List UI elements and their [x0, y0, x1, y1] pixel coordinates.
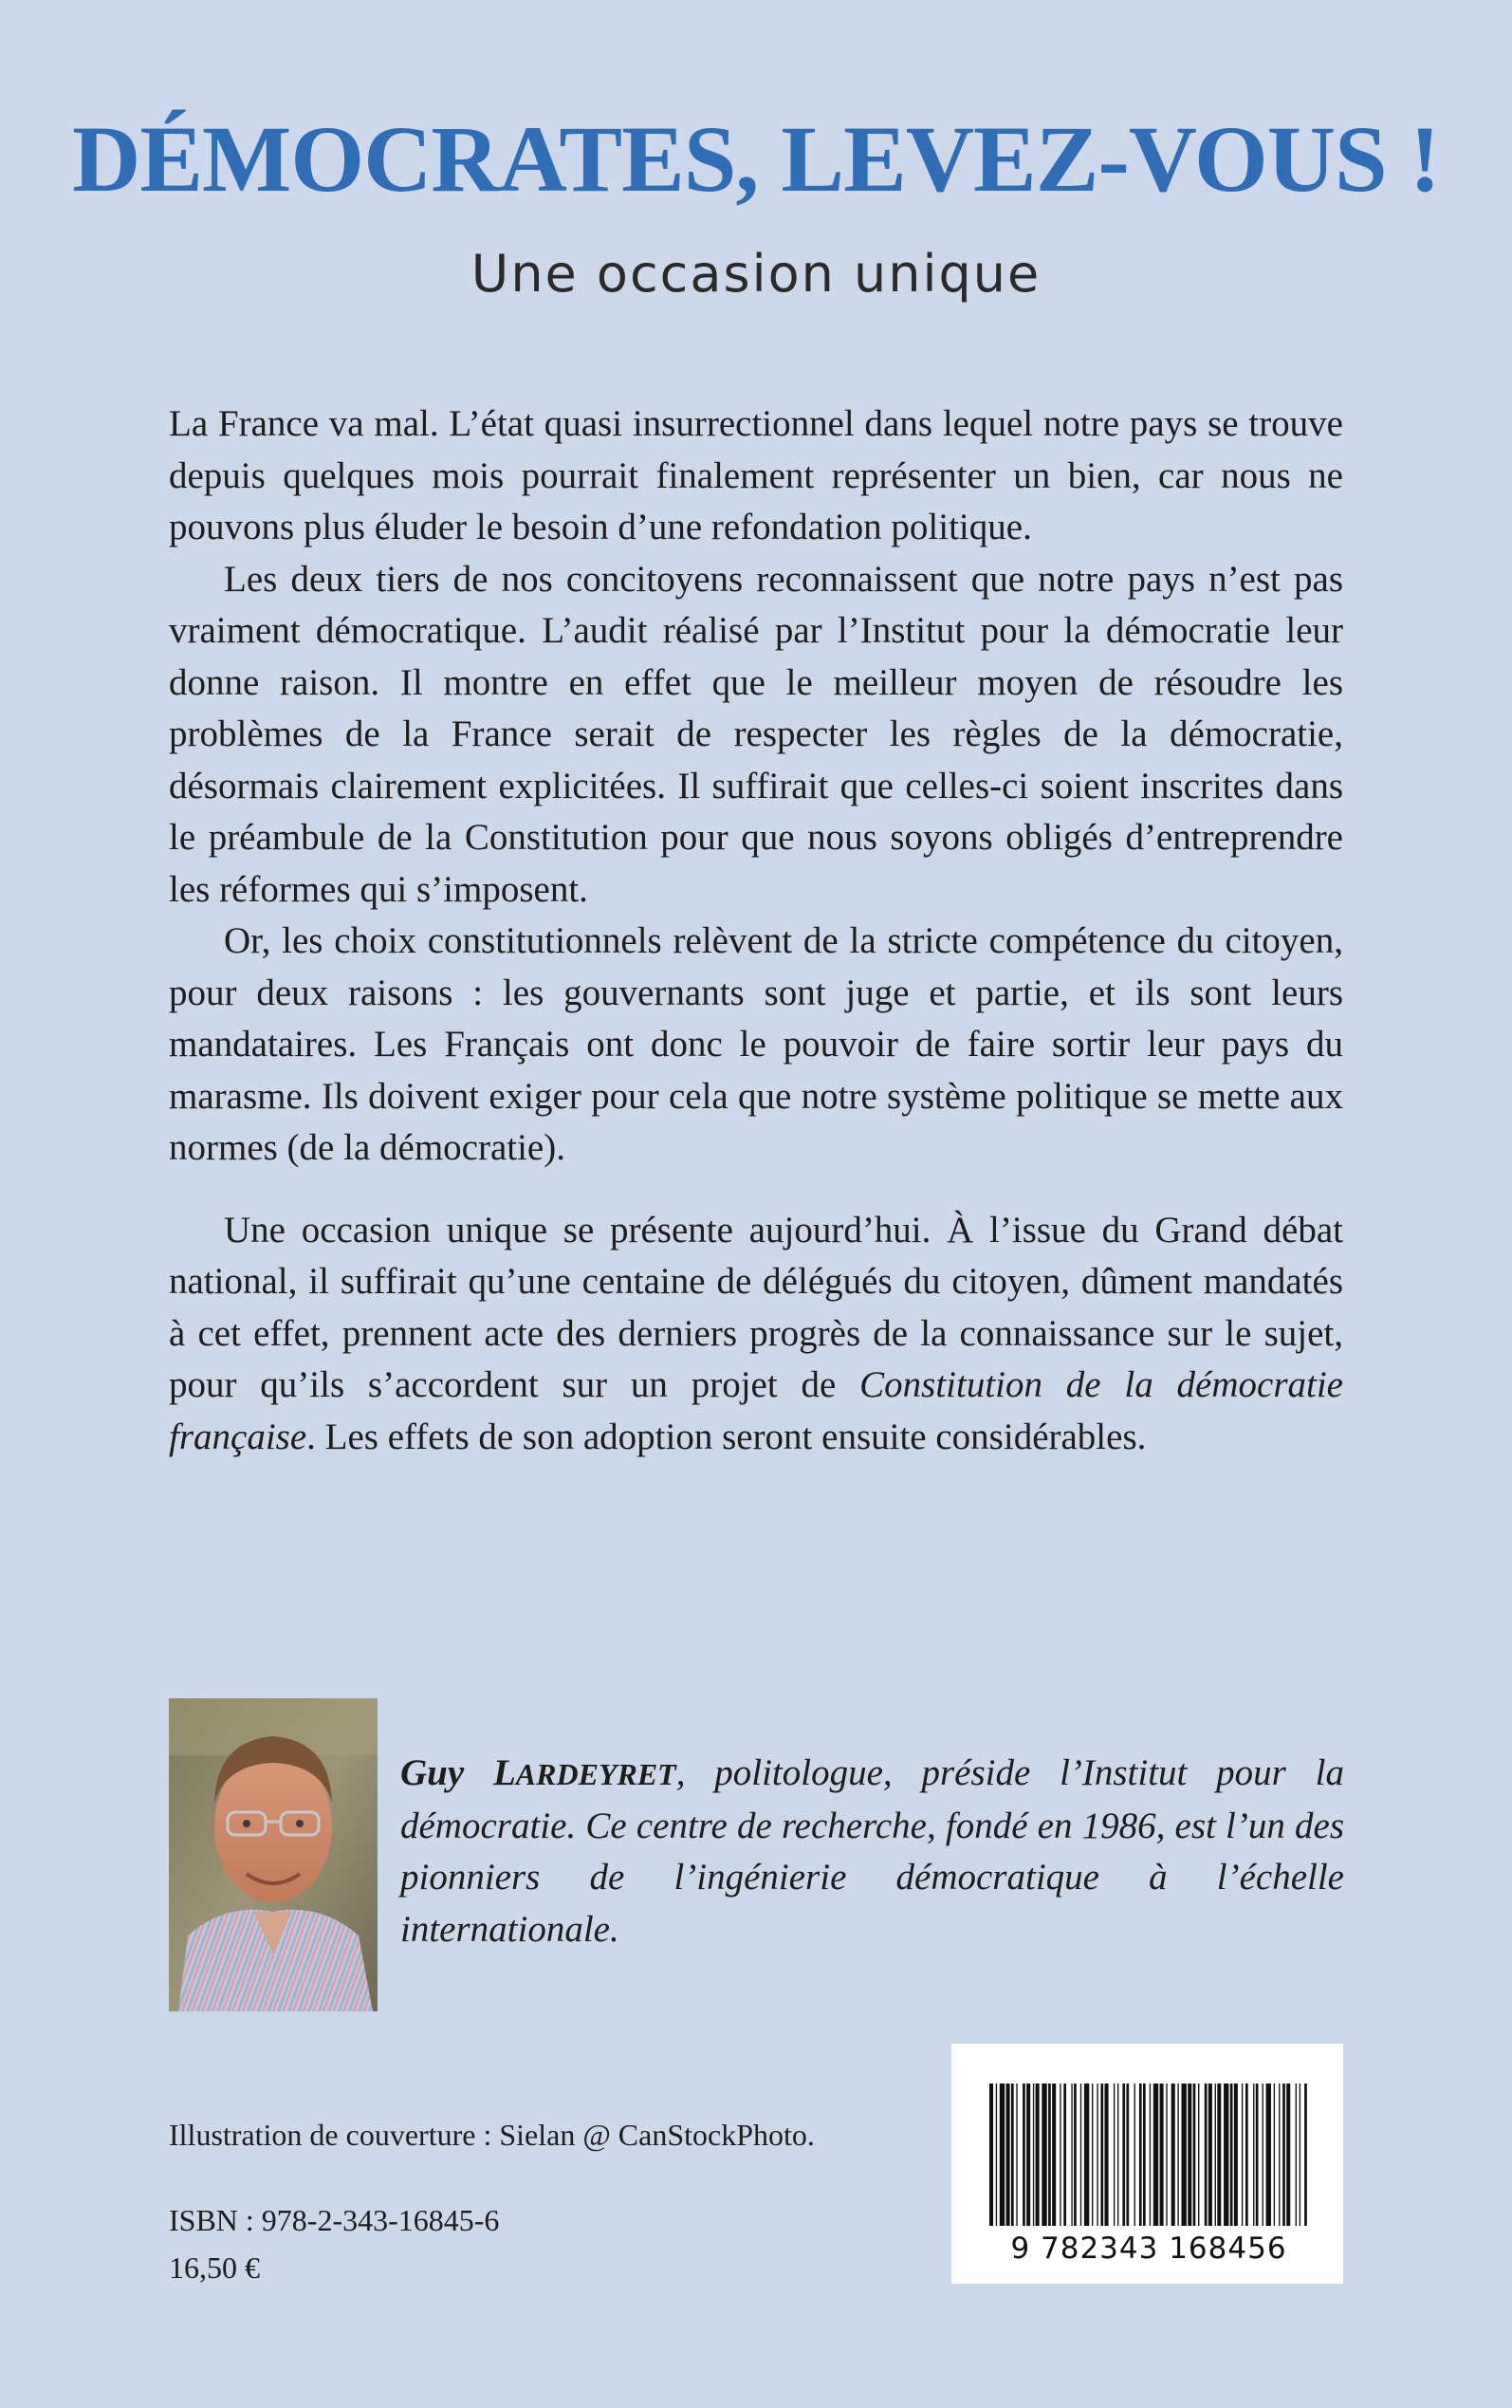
- price: 16,50 €: [169, 2251, 260, 2285]
- book-subtitle: Une occasion unique: [470, 244, 1042, 304]
- barcode-bar: [1166, 2084, 1167, 2226]
- author-first-name: Guy: [400, 1752, 493, 1793]
- barcode-bar: [1042, 2084, 1046, 2226]
- author-bio-text: , politologue, préside l’Institut pour la démocratie. Ce centre de recherche, fondé en 1986, est l’un des pionniers de l’ingénierie démocratique à l’échelle internationale.: [400, 1752, 1344, 1950]
- barcode-bar: [1139, 2084, 1142, 2226]
- barcode-bar: [1122, 2084, 1125, 2226]
- barcode-bar: [1063, 2084, 1066, 2226]
- barcode-bar: [1153, 2084, 1158, 2226]
- barcode-bar: [1114, 2084, 1115, 2226]
- barcode-bar: [1182, 2084, 1187, 2226]
- barcode-bar: [1208, 2084, 1212, 2226]
- author-photo: [169, 1698, 378, 2011]
- author-last-name: ARDEYRET: [515, 1757, 676, 1791]
- barcode-bar: [1171, 2084, 1175, 2226]
- barcode-bar: [1023, 2084, 1025, 2226]
- blurb: [169, 398, 1343, 1463]
- barcode-bar: [1256, 2084, 1259, 2226]
- author-bio: [400, 1748, 1344, 1955]
- constitution-title: Constitution de la démocratie française: [169, 1364, 1343, 1457]
- barcode-bar: [1134, 2084, 1135, 2226]
- barcode-bar: [1150, 2084, 1151, 2226]
- barcode-bar: [1084, 2084, 1089, 2226]
- barcode-bar: [1198, 2084, 1199, 2226]
- author-last-name-initial: L: [492, 1752, 516, 1793]
- barcode-bar: [1126, 2084, 1129, 2226]
- barcode-bar: [1215, 2084, 1216, 2226]
- barcode-bar: [1266, 2084, 1271, 2226]
- cover-credit: Illustration de couverture : Sielan @ CanStockPhoto.: [169, 2118, 815, 2152]
- barcode-bar: [1026, 2084, 1030, 2226]
- barcode-bar: [1006, 2084, 1010, 2226]
- barcode: [951, 2044, 1343, 2284]
- barcode-bar: [996, 2084, 997, 2226]
- blurb-paragraph-1: La France va mal. L’état quasi insurrectionnel dans lequel notre pays se trouve depuis quelques mois pourrait finalement représenter un bien, car nous ne pouvons plus éluder le besoin d’une refondation politique.: [169, 403, 1343, 547]
- blurb-paragraph-2: Les deux tiers de nos concitoyens reconnaissent que notre pays n’est pas vraiment démocratique. L’audit réalisé par l’Institut pour la démocratie leur donne raison. Il montre en effet que le meilleur moyen de résoudre les problèmes de la France serait de respecter les règles de la démocratie, désormais clairement explicitées. Il suffirait que celles-ci soient inscrites dans le préambule de la Constitution pour que nous soyons obligés d’entreprendre les réformes qui s’imposent.: [169, 558, 1343, 910]
- barcode-bar: [1000, 2084, 1005, 2226]
- barcode-bar: [1074, 2084, 1077, 2226]
- barcode-bar: [1242, 2084, 1243, 2226]
- barcode-bar: [1036, 2084, 1040, 2226]
- barcode-bar: [1100, 2084, 1103, 2226]
- barcode-bar: [1279, 2084, 1280, 2226]
- barcode-bar: [1011, 2084, 1014, 2226]
- barcode-bar: [1230, 2084, 1233, 2226]
- barcode-digits: 9 782343 168456: [1010, 2232, 1287, 2266]
- barcode-bar: [1274, 2084, 1275, 2226]
- barcode-bar: [1205, 2084, 1208, 2226]
- barcode-bar: [1092, 2084, 1093, 2226]
- blurb-paragraph-4-end: . Les effets de son adoption seront ensuite considérables.: [306, 1416, 1147, 1457]
- book-title: DÉMOCRATES, LEVEZ-VOUS !: [72, 106, 1440, 212]
- isbn: ISBN : 978-2-343-16845-6: [169, 2203, 500, 2237]
- barcode-bar: [1296, 2084, 1297, 2226]
- barcode-bar: [1217, 2084, 1221, 2226]
- barcode-bar: [1048, 2084, 1051, 2226]
- barcode-bar: [989, 2084, 993, 2226]
- blurb-paragraph-4-text: Une occasion unique se présente aujourd’hui. À l’issue du Grand débat national, il suffirait qu’une centaine de délégués du citoyen, dûment mandatés à cet effet, prennent acte des derniers progrès de la connaissance sur le sujet, pour qu’ils s’accordent sur un projet de: [169, 1209, 1343, 1405]
- barcode-bar: [1071, 2084, 1072, 2226]
- barcode-bar: [1188, 2084, 1191, 2226]
- barcode-bar: [1105, 2084, 1109, 2226]
- barcode-bar: [1193, 2084, 1196, 2226]
- barcode-bar: [1117, 2084, 1118, 2226]
- barcode-bar: [1033, 2084, 1034, 2226]
- barcode-bar: [1052, 2084, 1056, 2226]
- barcode-bar: [1245, 2084, 1248, 2226]
- barcode-bar: [1224, 2084, 1228, 2226]
- blurb-paragraph-3: Or, les choix constitutionnels relèvent de la stricte compétence du citoyen, pour deux raisons : les gouvernants sont juge et partie, et ils sont leurs mandataires. Les Français ont donc le pouvoir de faire sortir leur pays du marasme. Ils doivent exiger pour cela que notre système politique se mette aux normes (de la démocratie).: [169, 920, 1343, 1168]
- barcode-bar: [1177, 2084, 1178, 2226]
- barcode-bar: [1286, 2084, 1290, 2226]
- barcode-bar: [1160, 2084, 1164, 2226]
- barcode-bar: [1080, 2084, 1081, 2226]
- barcode-bar: [1304, 2084, 1307, 2226]
- barcode-bar: [1143, 2084, 1146, 2226]
- blurb-paragraph-4: [169, 1205, 1343, 1464]
- barcode-bar: [1234, 2084, 1238, 2226]
- author-portrait-image: [169, 1698, 378, 2011]
- barcode-bars: [989, 2084, 1308, 2240]
- barcode-bar: [1253, 2084, 1254, 2226]
- barcode-bar: [1016, 2084, 1017, 2226]
- barcode-bar: [1282, 2084, 1285, 2226]
